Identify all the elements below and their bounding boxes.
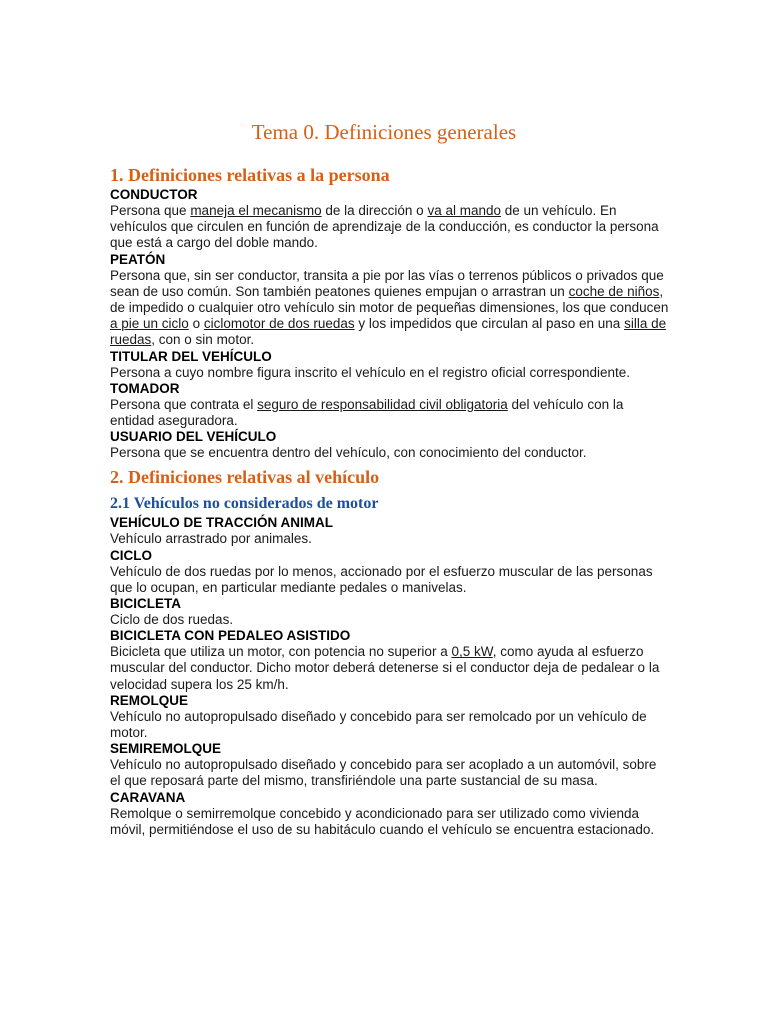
term-usuario: USUARIO DEL VEHÍCULO <box>110 429 277 445</box>
def-pedaleo-asistido: Bicicleta que utiliza un motor, con potencia no superior a 0,5 kW, como ayuda al esfuerzo muscular del conductor. Dicho motor deberá detenerse si el conductor deja de pedalear o la velocidad supera los 25 km/h. <box>110 644 660 692</box>
link-a-pie-un-ciclo[interactable]: a pie un ciclo <box>110 316 189 332</box>
term-titular: TITULAR DEL VEHÍCULO <box>110 348 272 364</box>
def-bicicleta: Ciclo de dos ruedas. <box>110 612 234 628</box>
def-ciclo: Vehículo de dos ruedas por lo menos, accionado por el esfuerzo muscular de las personas que lo ocupan, en particular mediante pedales o manivelas. <box>110 563 653 595</box>
section-heading-vehiculo: 2. Definiciones relativas al vehículo <box>110 467 380 488</box>
term-pedaleo-asistido: BICICLETA CON PEDALEO ASISTIDO <box>110 628 351 644</box>
def-remolque: Vehículo no autopropulsado diseñado y concebido para ser remolcado por un vehículo de motor. <box>110 708 647 741</box>
link-0-5-kw[interactable]: 0,5 kW <box>451 644 493 660</box>
link-ciclomotor-de-dos-ruedas[interactable]: ciclomotor de dos ruedas <box>203 316 355 332</box>
def-traccion-animal: Vehículo arrastrado por animales. <box>110 531 312 547</box>
subsection-heading-no-motor: 2.1 Vehículos no considerados de motor <box>110 495 379 513</box>
def-peaton: Persona que, sin ser conductor, transita a pie por las vías o terrenos públicos o privados que sean de uso común. Son también peatones quienes empujan o arrastran un coche de niños, de impedido o cualquier otro vehículo sin motor de pequeñas dimensiones, los que conducen a pie un ciclo o ciclomotor de dos ruedas y los impedidos que circulan al paso en una silla de ruedas, con o sin motor. <box>110 267 669 348</box>
link-maneja-el-mecanismo[interactable]: maneja el mecanismo <box>190 203 322 218</box>
link-silla-de-ruedas[interactable]: silla de ruedas <box>110 316 667 348</box>
term-traccion-animal: VEHÍCULO DE TRACCIÓN ANIMAL <box>110 515 333 531</box>
section-heading-persona: 1. Definiciones relativas a la persona <box>110 165 390 185</box>
term-tomador: TOMADOR <box>110 380 180 396</box>
def-tomador: Persona que contrata el seguro de responsabilidad civil obligatoria del vehículo con la entidad aseguradora. <box>110 396 624 429</box>
term-conductor: CONDUCTOR <box>110 187 198 202</box>
term-peaton: PEATÓN <box>110 251 166 267</box>
page-title: Tema 0. Definiciones generales <box>251 120 517 144</box>
term-ciclo: CICLO <box>110 547 152 563</box>
def-caravana: Remolque o semirremolque concebido y acondicionado para ser utilizado como vivienda móvil, permitiéndose el uso de su habitáculo cuando el vehículo se encuentra estacionado. <box>110 805 655 837</box>
term-caravana: CARAVANA <box>110 789 186 805</box>
link-coche-de-ninos[interactable]: coche de niños <box>568 283 660 299</box>
link-va-al-mando[interactable]: va al mando <box>427 203 501 218</box>
link-seguro-responsabilidad-civil[interactable]: seguro de responsabilidad civil obligatoria <box>257 396 508 412</box>
def-titular: Persona a cuyo nombre figura inscrito el vehículo en el registro oficial correspondiente. <box>110 364 631 380</box>
def-usuario: Persona que se encuentra dentro del vehículo, con conocimiento del conductor. <box>110 445 587 461</box>
def-conductor: Persona que maneja el mecanismo de la dirección o va al mando de un vehículo. En vehículos que circulen en función de aprendizaje de la conducción, es conductor la persona que está a cargo del doble mando. <box>110 203 659 251</box>
term-bicicleta: BICICLETA <box>110 596 181 612</box>
term-semiremolque: SEMIREMOLQUE <box>110 741 222 757</box>
term-remolque: REMOLQUE <box>110 692 189 708</box>
document-body <box>110 163 670 838</box>
def-semiremolque: Vehículo no autopropulsado diseñado y concebido para ser acoplado a un automóvil, sobre el que reposará parte del mismo, transfiriéndole una parte sustancial de su masa. <box>110 757 657 789</box>
